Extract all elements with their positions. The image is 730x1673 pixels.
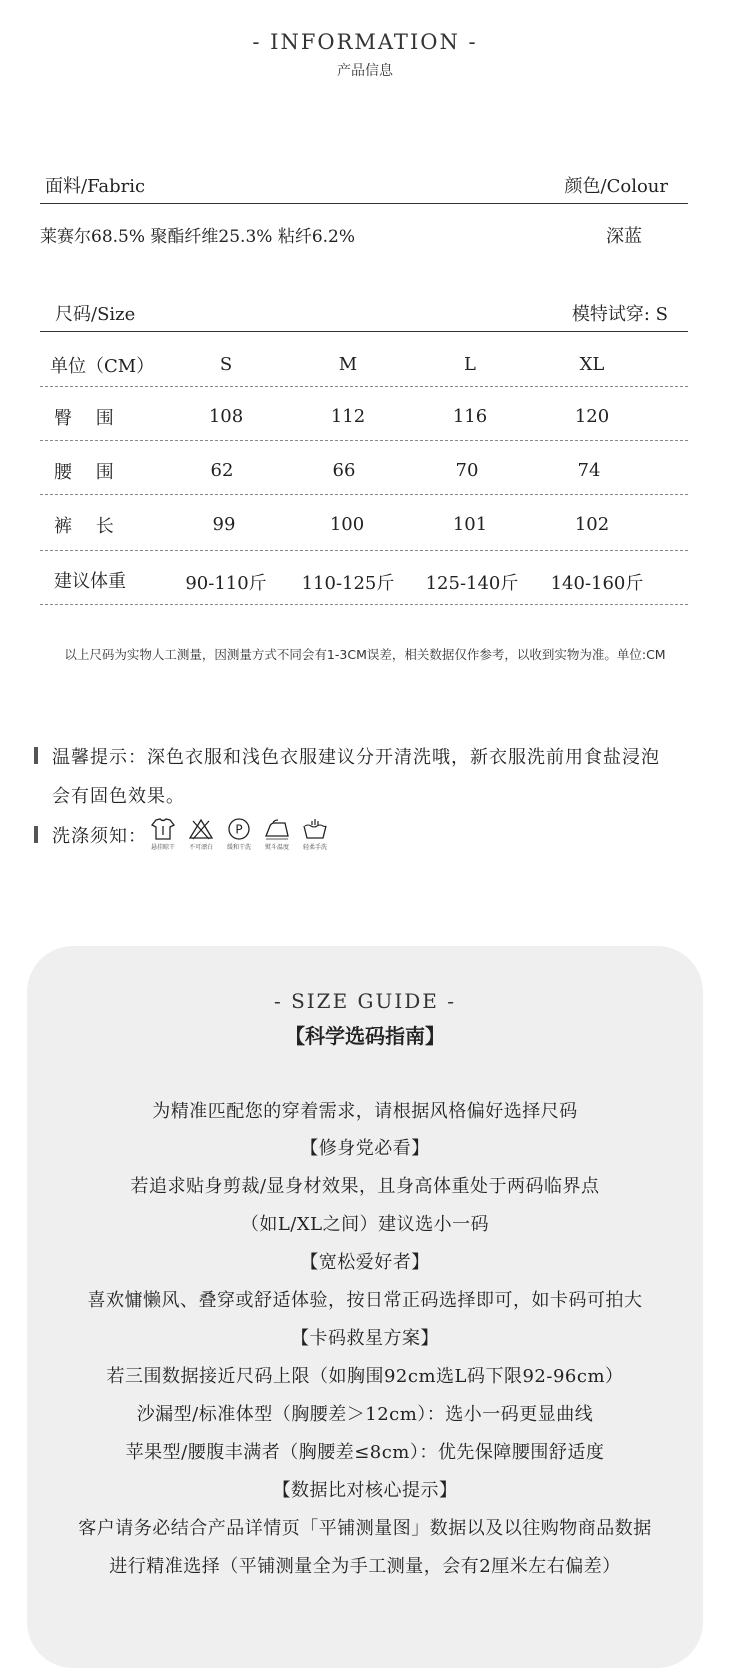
waist-l: 70 [455, 460, 479, 481]
guide-line: 为精准匹配您的穿着需求，请根据风格偏好选择尺码 [152, 1101, 578, 1122]
weight-m: 110-125斤 [301, 573, 395, 594]
waist-m: 66 [332, 460, 356, 481]
weight-l: 125-140斤 [425, 573, 519, 594]
hip-label: 臀 围 [54, 408, 114, 429]
colour-value: 深蓝 [606, 226, 642, 247]
header-l: L [464, 354, 476, 375]
guide-line: 喜欢慵懒风、叠穿或舒适体验，按日常正码选择即可，如卡码可拍大 [87, 1290, 643, 1311]
weight-s: 90-110斤 [185, 573, 267, 594]
size-rule [40, 331, 688, 332]
guide-line: 进行精准选择（平铺测量全为手工测量，会有2厘米左右偏差） [109, 1556, 621, 1577]
header-xl: XL [579, 354, 605, 375]
size-guide-title: - SIZE GUIDE - [273, 989, 457, 1013]
hip-l: 116 [452, 406, 488, 427]
guide-line: 沙漏型/标准体型（胸腰差＞12cm）：选小一码更显曲线 [136, 1404, 594, 1425]
information-title: - INFORMATION - [252, 30, 478, 54]
header-m: M [338, 354, 358, 375]
warm-tip-line2: 会有固色效果。 [52, 786, 185, 807]
length-s: 99 [212, 514, 236, 535]
tip-marker [34, 747, 38, 764]
iron-icon [262, 817, 292, 841]
hang-dry-icon [150, 817, 176, 841]
unit-header: 单位（CM） [50, 356, 155, 377]
waist-label: 腰 围 [54, 462, 114, 483]
care-caption: 缓和干洗 [226, 844, 251, 851]
waist-s: 62 [210, 460, 234, 481]
hip-xl: 120 [574, 406, 610, 427]
svg-text:P: P [235, 822, 243, 837]
hip-m: 112 [330, 406, 366, 427]
fabric-rule [40, 203, 688, 204]
guide-line: 苹果型/腰腹丰满者（胸腰差≤8cm）：优先保障腰围舒适度 [125, 1442, 605, 1463]
row-divider [40, 550, 688, 551]
information-subtitle: 产品信息 [337, 63, 393, 79]
length-xl: 102 [574, 514, 610, 535]
dry-clean-icon [226, 817, 252, 841]
waist-xl: 74 [577, 460, 601, 481]
warm-tip-line1: 温馨提示：深色衣服和浅色衣服建议分开清洗哦，新衣服洗前用食盐浸泡 [52, 747, 660, 768]
length-l: 101 [452, 514, 488, 535]
row-divider [40, 604, 688, 605]
care-caption: 悬挂晾干 [150, 844, 175, 851]
weight-label: 建议体重 [54, 571, 126, 592]
colour-label: 颜色/Colour [564, 176, 668, 197]
weight-xl: 140-160斤 [550, 573, 644, 594]
wash-label: 洗涤须知： [52, 826, 147, 847]
guide-line: 若三围数据接近尺码上限（如胸围92cm选L码下限92-96cm） [106, 1366, 624, 1387]
model-size: 模特试穿: S [571, 304, 668, 325]
size-note: 以上尺码为实物人工测量，因测量方式不同会有1-3CM误差，相关数据仅作参考，以收到实物为准。单位:CM [64, 647, 666, 662]
hand-wash-icon [302, 817, 328, 841]
fabric-label: 面料/Fabric [45, 176, 146, 197]
row-divider [40, 494, 688, 495]
care-caption: 不可漂白 [188, 844, 213, 851]
care-caption: 轻柔手洗 [302, 844, 327, 851]
row-divider [40, 386, 688, 387]
no-bleach-icon [188, 817, 214, 841]
care-caption: 熨斗温度 [264, 844, 289, 851]
guide-heading: 【卡码救星方案】 [291, 1328, 439, 1349]
guide-line: 若追求贴身剪裁/显身材效果，且身高体重处于两码临界点 [130, 1176, 600, 1197]
size-guide-subtitle: 【科学选码指南】 [285, 1024, 445, 1048]
length-label: 裤 长 [54, 516, 114, 537]
length-m: 100 [329, 514, 365, 535]
care-hand-wash [290, 817, 340, 851]
size-label: 尺码/Size [55, 304, 136, 325]
guide-heading: 【宽松爱好者】 [300, 1252, 430, 1273]
guide-heading: 【修身党必看】 [300, 1138, 430, 1159]
hip-s: 108 [208, 406, 244, 427]
header-s: S [219, 354, 233, 375]
guide-line: （如L/XL之间）建议选小一码 [240, 1214, 490, 1235]
tip-marker [34, 826, 38, 843]
fabric-value: 莱赛尔68.5% 聚酯纤维25.3% 粘纤6.2% [40, 227, 356, 247]
row-divider [40, 440, 688, 441]
guide-line: 客户请务必结合产品详情页「平铺测量图」数据以及以往购物商品数据 [78, 1518, 652, 1539]
guide-heading: 【数据比对核心提示】 [272, 1480, 458, 1501]
